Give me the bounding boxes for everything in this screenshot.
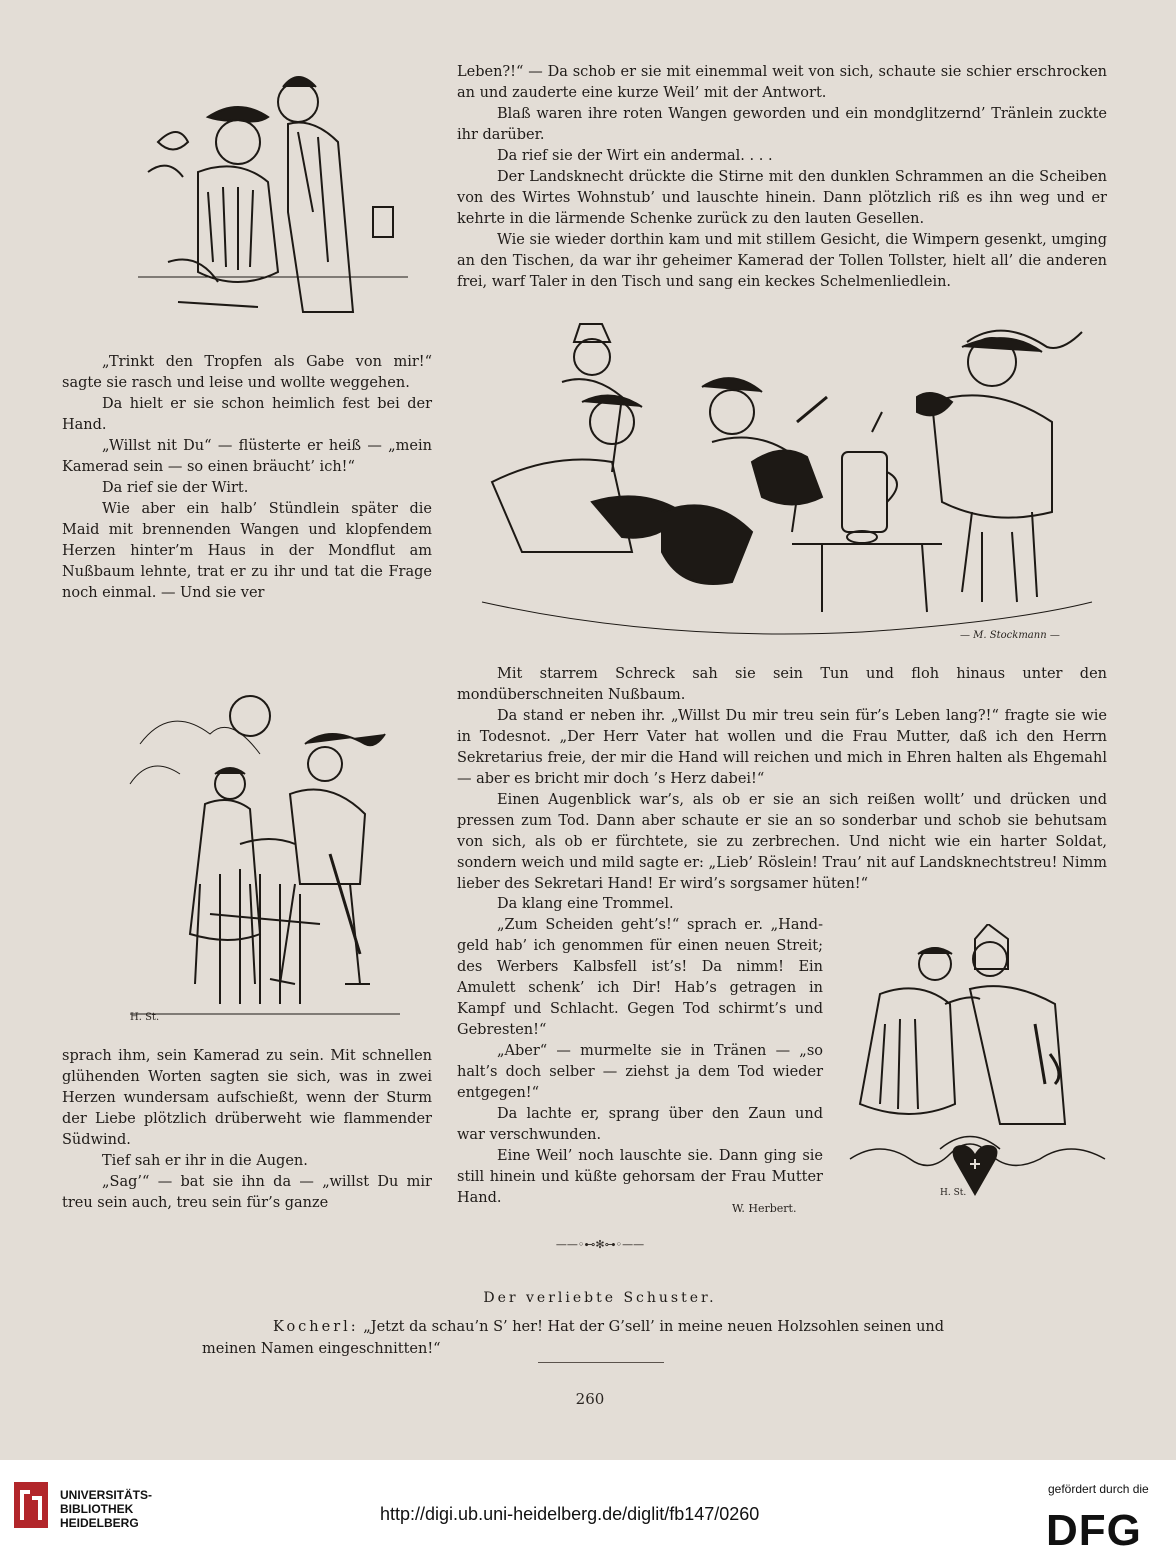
engraving-sketch [138,62,408,320]
library-name-line: HEIDELBERG [60,1516,139,1530]
paragraph: Da hielt er sie schon heimlich fest bei der Hand. [62,396,432,433]
divider-line [538,1362,664,1363]
anecdote-text: „Jetzt da schau’n S’ her! Hat der G’sell’ in meine neuen Holzsohlen seinen und [363,1319,945,1335]
anecdote-title: Der verliebte Schuster. [483,1290,717,1306]
illustration-signature: — M. Stockmann — [960,630,1060,641]
ornament-divider: ——◦⊷✻⊶◦—— [555,1238,645,1251]
library-name[interactable] [60,1488,152,1530]
text-column-right-lower [457,894,823,1209]
text-column-left-lower [62,1046,432,1214]
page-number: 260 [575,1390,605,1408]
paragraph: Eine Weil’ noch lauschte sie. Dann ging sie still hinein und küßte gehorsam der Frau Mutter Hand. [457,1148,823,1206]
paragraph: „Zum Scheiden geht’s!“ sprach er. „Handgeld hab’ ich genommen für einen neuen Streit; des Werbers Kalbsfell ist’s! Da nimm! Ein Amulett schenk’ ich Dir! Hab’s getragen in Kampf und Schlacht. Gegen Tod schirmt’s und Gebresten!“ [457,917,823,1038]
author-signature: W. Herbert. [732,1202,797,1215]
paragraph: Tief sah er ihr in die Augen. [102,1153,308,1169]
paragraph: „Aber“ — murmelte sie in Tränen — „so halt’s doch selber — ziehst ja dem Tod wieder entgegen!“ [457,1043,823,1101]
text-column-right-mid [457,664,1107,895]
anecdote-line-1 [175,1316,1025,1338]
illustration-tavern-scene [462,312,1112,652]
paragraph: Wie aber ein halb’ Stündlein später die Maid mit brennenden Wangen und klopfendem Herzen hinter’m Haus in der Mondflut am Nußbaum lehnte, trat er zu ihr und tat die Frage noch einmal. — Und sie ver [62,501,432,601]
paragraph: Da lachte er, sprang über den Zaun und war verschwunden. [457,1106,823,1143]
anecdote-speaker: Kocherl: [273,1319,359,1335]
anecdote-dialog [175,1316,1025,1360]
engraving-sketch [120,684,410,1024]
paragraph: Leben?!“ — Da schob er sie mit einemmal weit von sich, schaute sie schier erschrocken an und zauderte eine kurze Weil’ mit der Antwort. [457,64,1107,101]
paragraph: Der Landsknecht drückte die Stirne mit den dunklen Schrammen an die Scheiben von des Wirtes Wohnstub’ und lauschte hinein. Dann plötzlich riß es ihn weg und er kehrte in die lärmende Schenke zurück zu den lauten Gesellen. [457,169,1107,227]
text-column-right-top [457,62,1107,293]
library-name-line: BIBLIOTHEK [60,1502,134,1516]
dfg-logo[interactable]: DFG [1046,1506,1142,1555]
engraving-sketch [840,924,1115,1212]
paragraph: Da stand er neben ihr. „Willst Du mir treu sein für’s Leben lang?!“ fragte sie wie in Todesnot. „Der Herr Vater hat wollen und die Frau Mutter, daß ich den Herrn Sekretarius freie, der mir die Hand will reichen und mich in Ehren halten als Ehgemahl — aber es bricht mir doch ’s Herz dabei!“ [457,708,1107,787]
library-logo-icon[interactable] [14,1482,48,1528]
anecdote-line-2: meinen Namen eingeschnitten!“ [202,1341,441,1357]
illustration-landsknecht-maid [138,62,408,320]
paragraph: sprach ihm, sein Kamerad zu sein. Mit schnellen glühenden Worten sagten sie sich, was in zwei Herzen wundersam aufschießt, wenn der Sturm der Liebe plötzlich drüberweht wie flammender Südwind. [62,1048,432,1148]
paragraph: „Willst nit Du“ — flüsterte er heiß — „mein Kamerad sein — so einen bräucht’ ich!“ [62,438,432,475]
permalink-url[interactable]: http://digi.ub.uni-heidelberg.de/diglit/fb147/0260 [380,1504,760,1524]
illustration-fence-moonlight [120,684,410,1024]
paragraph: Wie sie wieder dorthin kam und mit stillem Gesicht, die Wimpern gesenkt, umging an den Tischen, da war ihr geheimer Kamerad der Tollen Tollster, hielt all’ die anderen frei, warf Taler in den Tisch und sang ein keckes Schelmenliedlein. [457,232,1107,290]
paragraph: Mit starrem Schreck sah sie sein Tun und floh hinaus unter den mondüberschneiten Nußbaum. [457,666,1107,703]
library-name-line: UNIVERSITÄTS- [60,1488,153,1502]
paragraph: „Sag’“ — bat sie ihn da — „willst Du mir treu sein auch, treu sein für’s ganze [62,1174,432,1211]
text-column-left-top [62,352,432,604]
engraving-sketch [462,312,1112,652]
paragraph: Einen Augenblick war’s, als ob er sie an sich reißen wollt’ und drücken und pressen zum Tod. Dann aber schaute er sie an so sonderbar und schob sie behutsam von sich, als ob er fürchtete, sie zu zerbrechen. Und nicht wie ein harter Soldat, sondern weich und mild sagte er: „Lieb’ Röslein! Trau’ nit auf Landsknechtstreu! Nimm lieber des Sekretari Hand! Er wird’s sorgsamer hüten!“ [457,792,1107,892]
illustration-signature: H. St. [130,1012,160,1023]
paragraph: „Trinkt den Tropfen als Gabe von mir!“ sagte sie rasch und leise und wollte weggehen. [62,354,432,391]
funding-note: gefördert durch die [1048,1482,1149,1496]
paragraph: Da rief sie der Wirt ein andermal. . . . [497,148,773,164]
illustration-farewell-amulet [840,924,1115,1212]
paragraph: Da klang eine Trommel. [497,896,674,912]
paragraph: Da rief sie der Wirt. [102,480,249,496]
illustration-signature: H. St. [940,1188,967,1198]
paragraph: Blaß waren ihre roten Wangen geworden und ein mondglitzernd’ Tränlein zuckte ihr darüber. [457,106,1107,143]
